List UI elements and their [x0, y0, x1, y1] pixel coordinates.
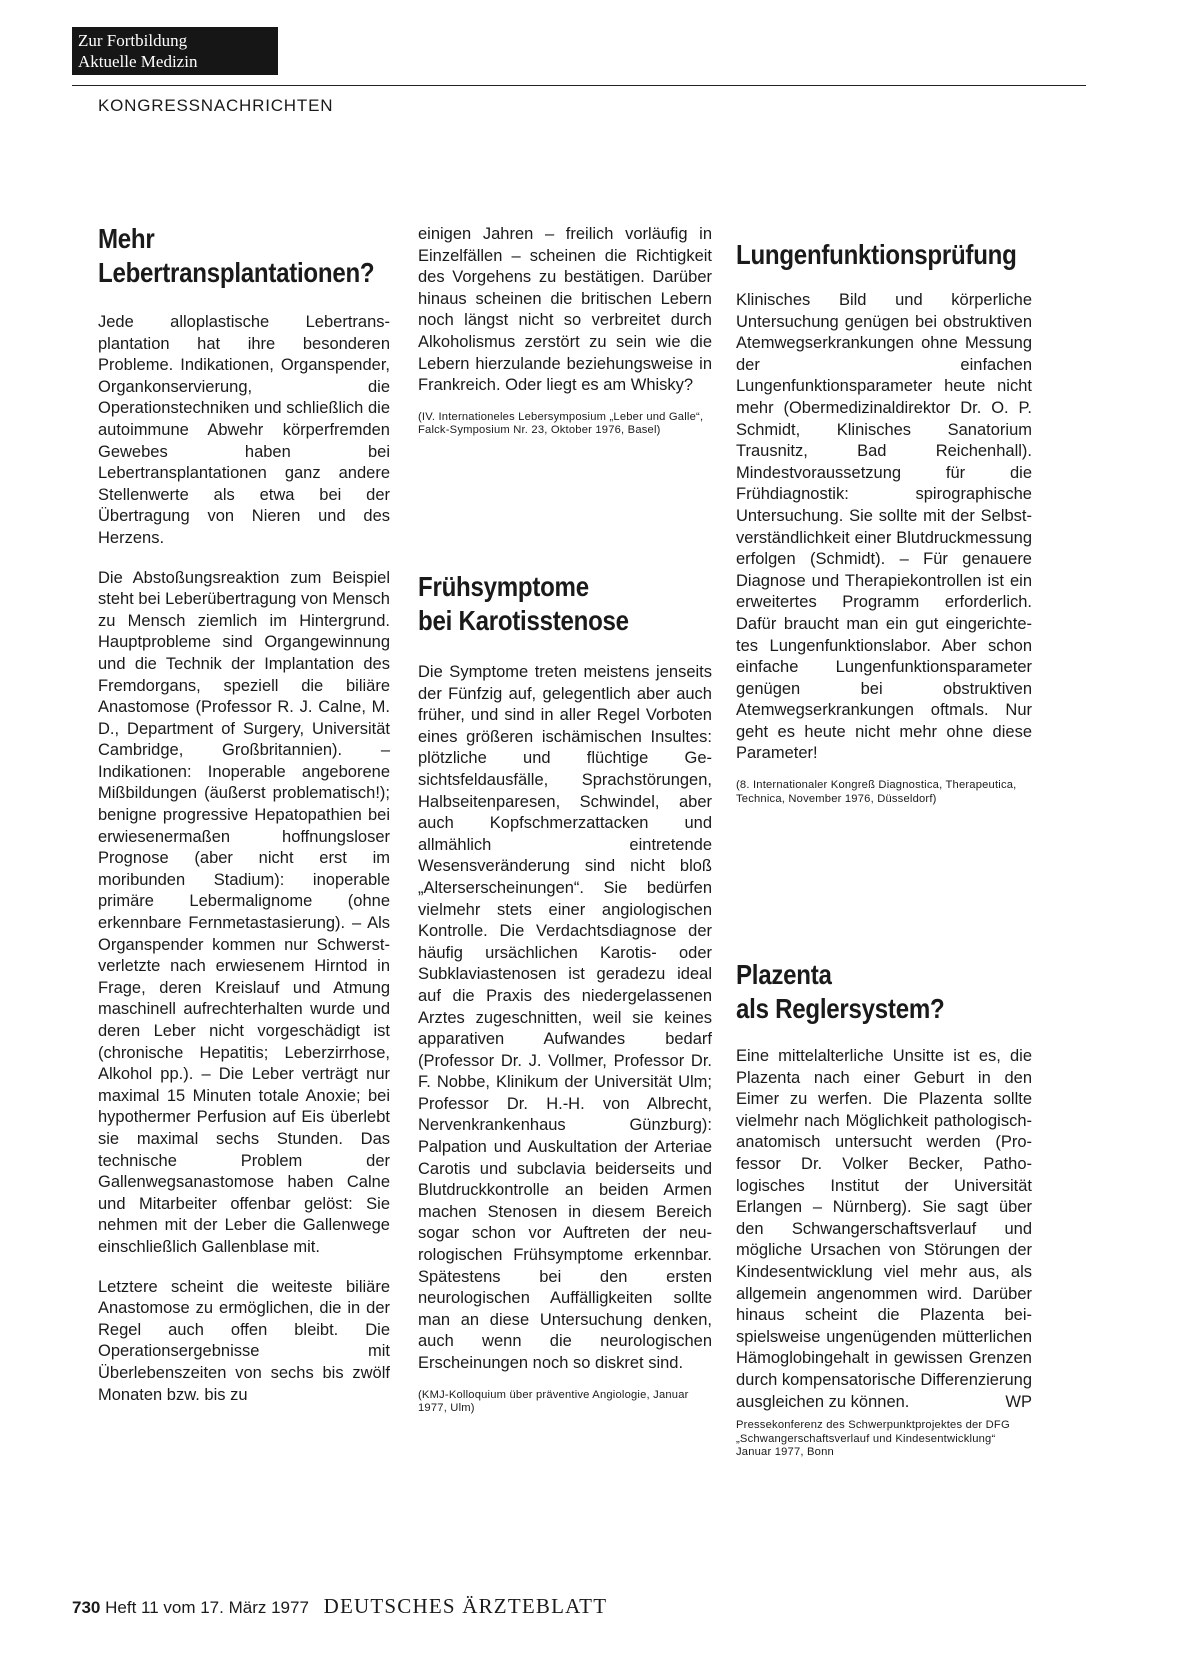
- title-line: Plazenta: [736, 959, 832, 990]
- paragraph: Jede alloplastische Lebertransplantation hat ihre besonderen Probleme. Indikationen, Organspender, Organkonservierung, die Operationstechniken und schließlich die autoimmune Abwehr körperfremden Gewebes haben bei Lebertransplantationen ganz andere Stellenwerte als etwa bei der Übertragung von Nieren und des Herzens.: [98, 313, 390, 547]
- paragraph: [736, 1046, 1032, 1413]
- source-note: (KMJ-Kolloquium über präventive Angiologie, Januar 1977, Ulm): [418, 1388, 689, 1415]
- article-leber-continued: [418, 224, 712, 438]
- paragraph: Die Abstoßungsreaktion zum Beispiel steht bei Leberübertragung von Mensch zu Mensch ziemlich im Hintergrund. Hauptprobleme sind Organgewinnung und die Technik der Implantation des Fremdorgans, speziell die biliäre Anastomose (Professor R. J. Calne, M. D., Department of Surgery, Universität Cambridge, Großbritannien). – Indikationen: Inoperable angeborene Mißbildungen (äußerst problematisch!); benigne progressive Hepatopathien bei erwiesenermaßen hoffnungsloser Prognose (aber nicht erst im moribunden Stadium): inoperable primäre Lebermalignome (ohne erkennbare Fernmetastasierung). – Als Organspender kommen nur Schwerstverletzte nach erwiesenem Hirntod in Frage, deren Kreislauf und Atmung maschinell aufrechterhalten wurde und deren Leber nicht vorgeschädigt ist (chronische Hepatitis; Leberzirrhose, Alkohol pp.). – Die Leber verträgt nur maximal 15 Minuten totale Anoxie; bei hypothermer Perfusion auf Eis überlebt sie maximal sechs Stunden. Das technische Problem der Gallenwegsanastomose haben Calne und Mitarbeiter offenbar gelöst: Sie nehmen mit der Leber die Gallenwege einschließlich Gallenblase mit.: [98, 568, 390, 1256]
- paragraph: Klinisches Bild und körperliche Untersuchung genügen bei obstruktiven Atemwegserkrankungen ohne Messung der einfachen Lungenfunktionsparameter heute nicht mehr (Obermedizinaldirektor Dr. O. P. Schmidt, Klinisches Sanatorium Trausnitz, Bad Reichenhall). Mindestvoraussetzung für die Frühdiagnostik: spirographische Untersuchung. Sie sollte mit der Selbstverständlichkeit einer Blutdruckmessung erfolgen (Schmidt). – Für genauere Diagnose und Therapiekontrollen ist ein erweitertes Programm erforderlich. Dafür braucht man ein gut eingerichtetes Lungenfunktionslabor. Aber schon einfache Lungenfunktionsparameter genügen bei obstruktiven Atemwegserkrankungen oftmals. Nur geht es heute nicht mehr ohne diese Parameter!: [736, 291, 1032, 763]
- article-title: Lungenfunktionsprüfung: [736, 239, 1017, 270]
- header-rule: [72, 85, 1086, 86]
- tag-line-2: Aktuelle Medizin: [78, 52, 198, 71]
- source-note: Pressekonferenz des Schwerpunktprojektes der DFG „Schwangerschaftsverlauf und Kindesentwicklung“ Januar 1977, Bonn: [736, 1419, 1010, 1459]
- article-plazenta: [736, 958, 1032, 1460]
- source-note: (8. Internationaler Kongreß Diagnostica, Therapeutica, Technica, November 1976, Düsseldorf): [736, 779, 1017, 805]
- title-line: Lebertransplantationen?: [98, 257, 375, 288]
- paragraph-text: Eine mittelalterliche Unsitte ist es, die Plazenta nach einer Geburt in den Eimer zu werfen. Die Plazenta sollte vielmehr nach Möglichkeit pathologisch-anatomisch untersucht werden (Professor Dr. Volker Becker, Pathologisches Institut der Universität Erlangen – Nürnberg). Sie sagt über den Schwangerschaftsverlauf und mögliche Ursachen von Störungen der Kindesentwicklung viel mehr aus, als allgemein angenommen wird. Darüber hinaus scheint die Plazenta beispielsweise ungenügenden mütterlichen Hämoglobingehalt in gewissen Grenzen durch kompensatorische Differenzierung ausgleichen zu können.: [736, 1047, 1032, 1411]
- journal-name: DEUTSCHES ÄRZTEBLATT: [323, 1594, 608, 1618]
- article-title: [736, 958, 991, 1026]
- section-title: KONGRESSNACHRICHTEN: [98, 96, 334, 115]
- page-footer: [72, 1594, 607, 1619]
- article-title: [98, 222, 375, 290]
- title-line: Frühsymptome: [418, 571, 589, 602]
- article-karotis: [418, 570, 712, 1416]
- article-leber: [98, 222, 390, 1420]
- issue-info: Heft 11 vom 17. März 1977: [105, 1598, 309, 1617]
- article-title: [418, 570, 671, 638]
- page-number: 730: [72, 1598, 101, 1617]
- source-note: (IV. Internationeles Lebersymposium „Leber und Galle“, Falck-Symposium Nr. 23, Oktober 1976, Basel): [418, 410, 704, 437]
- title-line: Mehr: [98, 223, 155, 254]
- tag-line-1: Zur Fortbildung: [78, 31, 188, 50]
- title-line: als Reglersystem?: [736, 993, 945, 1024]
- author-signature: WP: [1005, 1392, 1032, 1411]
- article-lunge: [736, 238, 1032, 806]
- title-line: bei Karotisstenose: [418, 605, 629, 636]
- paragraph: Die Symptome treten meistens jenseits der Fünfzig auf, gelegentlich aber auch früher, und sind in aller Regel Vorboten eines größeren ischämischen Insultes: plötzliche und flüchtige Gesichtsfeldausfälle, Sprachstörungen, Halbseitenparesen, Schwindel, aber auch Kopfschmerzattacken und allmählich eintretende Wesensveränderung sind nicht bloß „Alterserscheinungen“. Sie bedürfen vielmehr stets einer angiologischen Kontrolle. Die Verdachtsdiagnose der häufig ursächlichen Karotis- oder Subklaviastenosen ist geradezu ideal auf die Praxis des niedergelassenen Arztes zugeschnitten, weil sie keines apparativen Aufwandes bedarf (Professor Dr. J. Vollmer, Professor Dr. F. Nobbe, Klinikum der Universität Ulm; Professor Dr. H.-H. von Albrecht, Nervenkrankenhaus Günzburg): Palpation und Auskultation der Arteriae Carotis und subclavia beiderseits und Blutdruckkontrolle an beiden Armen machen Stenosen in diesem Bereich sogar schon vor Auftreten der neurologischen Frühsymptome erkennbar. Spätestens bei den ersten neurologischen Auffälligkeiten sollte man an diese Untersuchung denken, auch wenn die neurologischen Erscheinungen noch so diskret sind.: [418, 663, 712, 1372]
- section-tag: [72, 27, 278, 75]
- paragraph: einigen Jahren – freilich vorläufig in Einzelfällen – scheinen die Richtigkeit des Vorgehens zu bestätigen. Darüber hinaus scheinen die britischen Lebern noch längst nicht so verbreitet durch Alkoholismus zerstört zu sein wie die Lebern hierzulande beziehungsweise in Frankreich. Oder liegt es am Whisky?: [418, 225, 712, 395]
- paragraph: Letztere scheint die weiteste biliäre Anastomose zu ermöglichen, die in der Regel auch offen bleibt. Die Operationsergebnisse mit Überlebenszeiten von sechs bis zwölf Monaten bzw. bis zu: [98, 1277, 390, 1404]
